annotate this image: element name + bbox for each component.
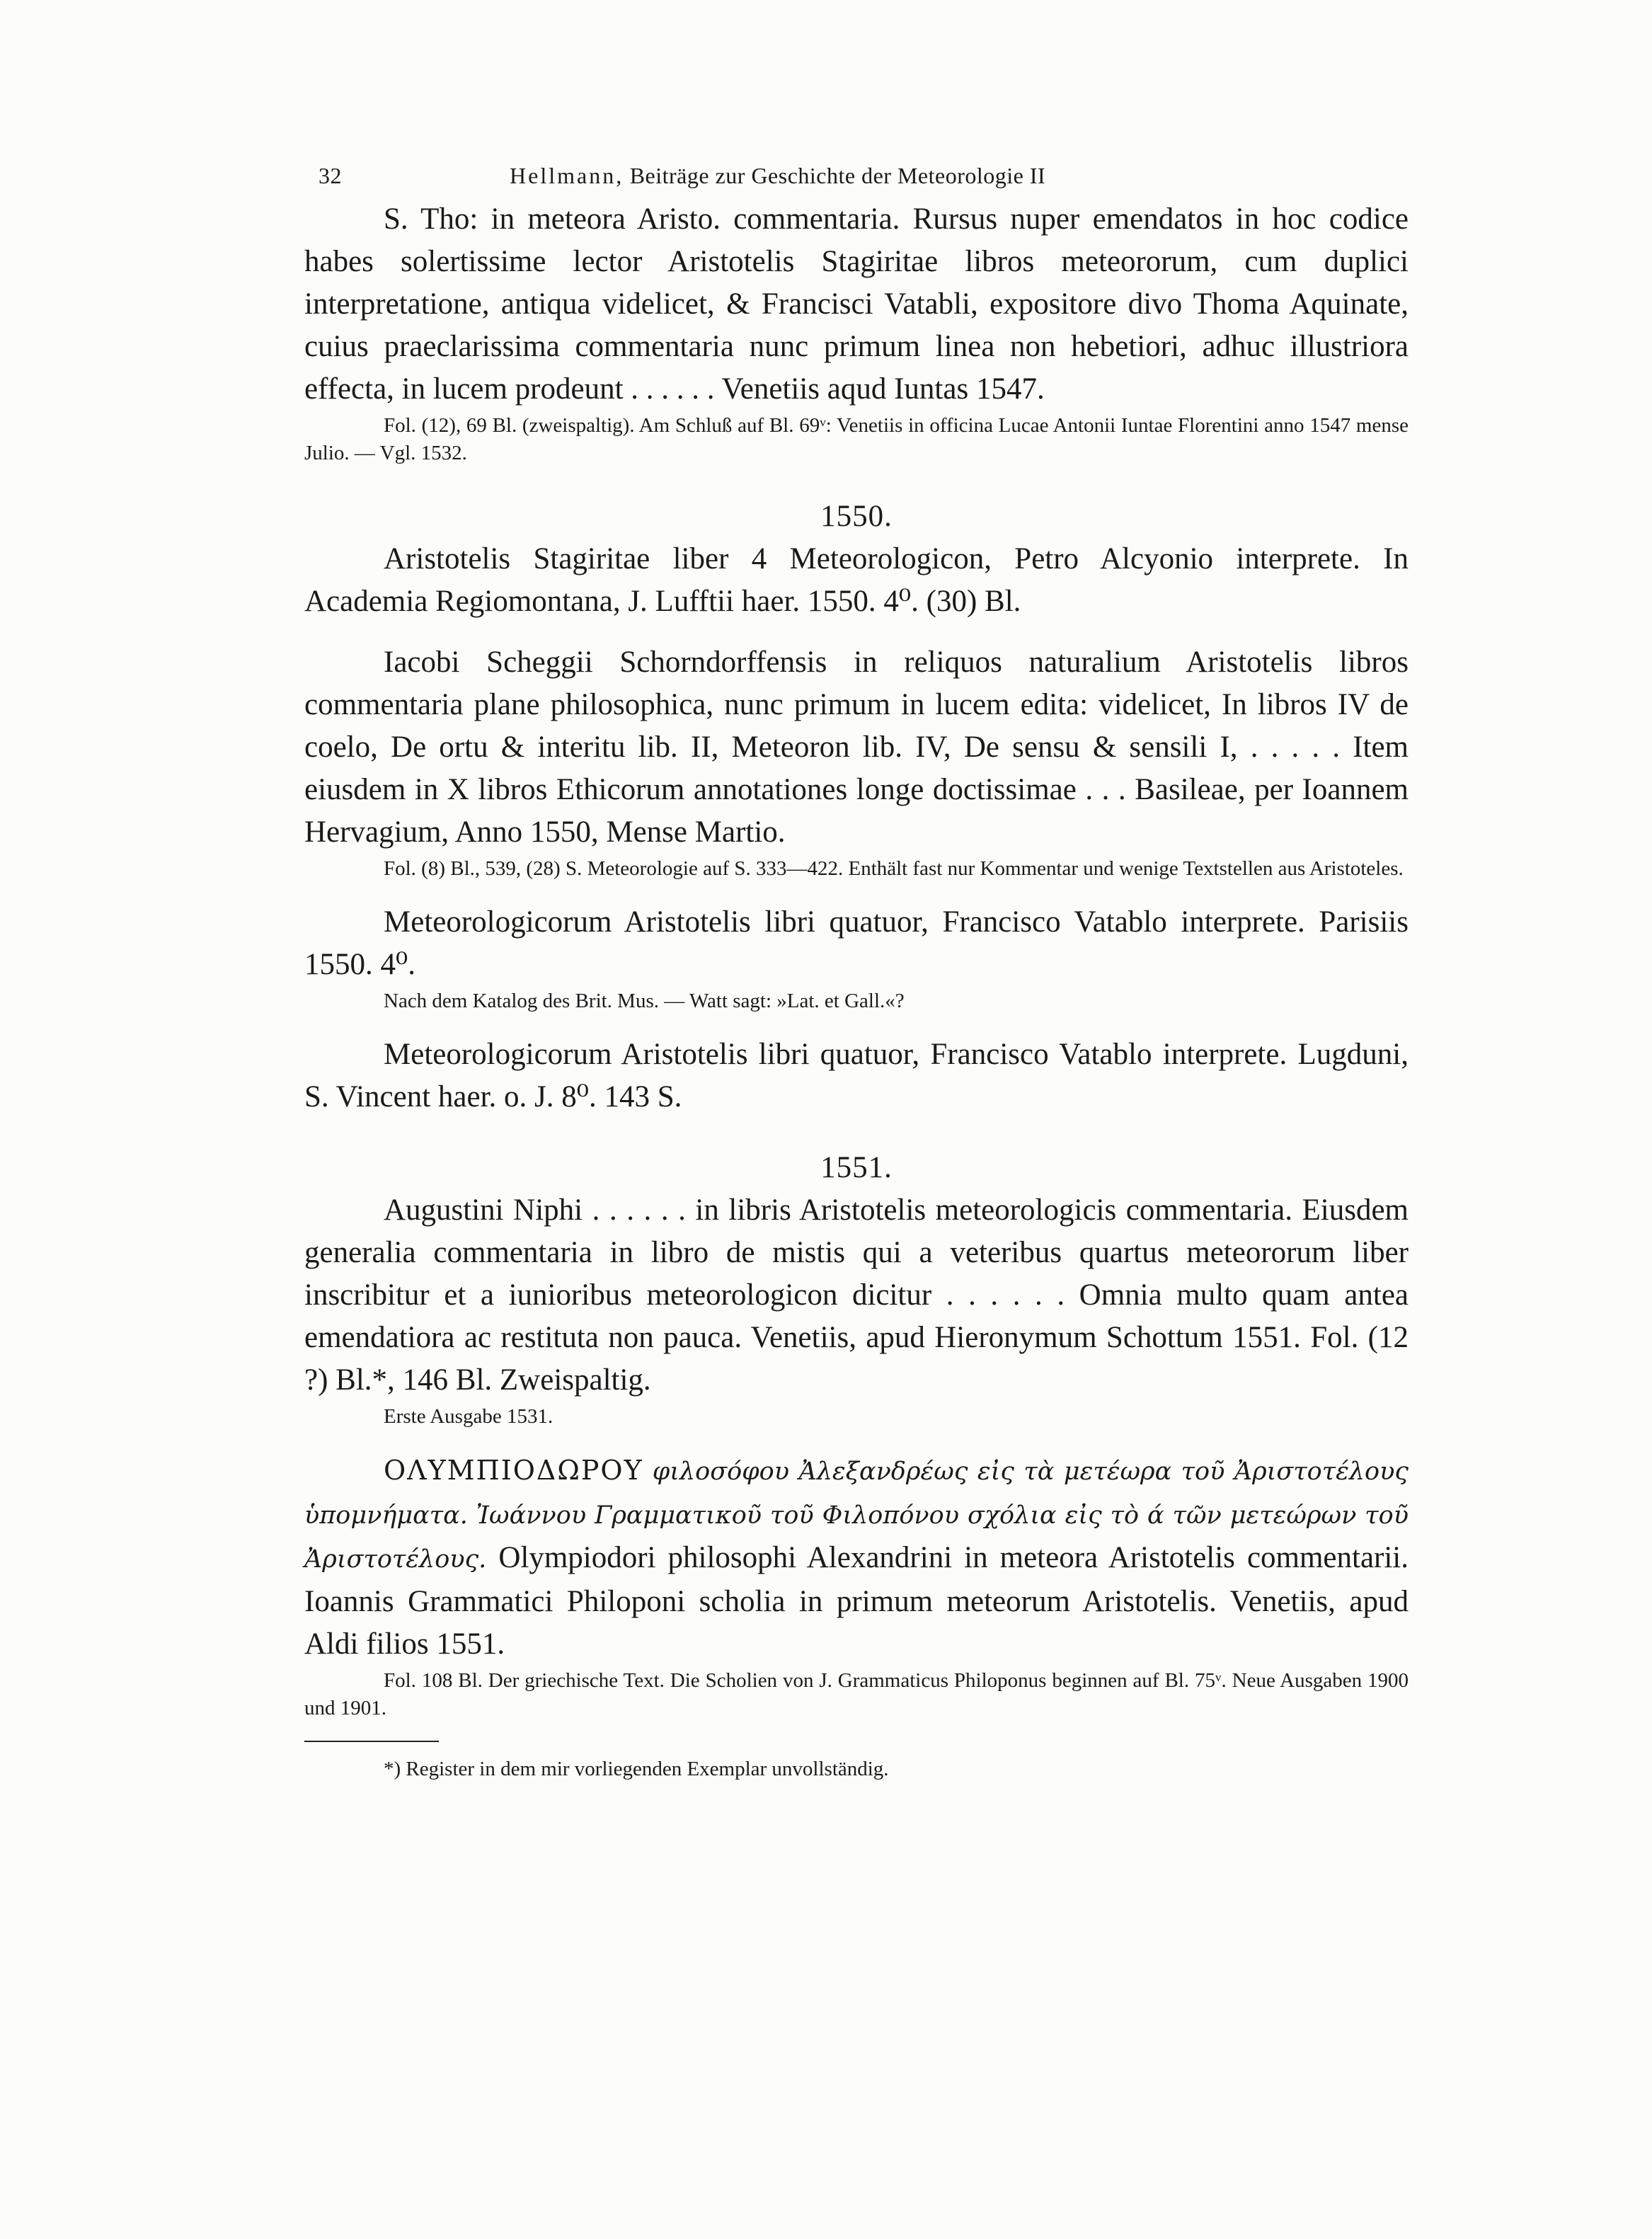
bibliography-entry-greek [304,1449,1409,1666]
bibliography-entry: Meteorologicorum Aristotelis libri quatuor, Francisco Vatablo interprete. Parisiis 1550. 4⁰. [304,905,1409,981]
bibliography-entry: Meteorologicorum Aristotelis libri quatuor, Francisco Vatablo interprete. Lugduni, S. Vincent haer. o. J. 8⁰. 143 S. [304,1038,1409,1113]
running-title-text: Beiträge zur Geschichte der Meteorologie II [629,163,1046,188]
bibliography-note: Fol. 108 Bl. Der griechische Text. Die Scholien von J. Grammaticus Philoponus beginnen auf Bl. 75ᵛ. Neue Ausgaben 1900 und 1901. [304,1669,1409,1719]
year-heading: 1550. [820,500,893,533]
running-title [510,163,1045,189]
running-head [304,156,1409,198]
bibliography-entry: S. Tho: in meteora Aristo. commentaria. Rursus nuper emendatos in hoc codice habes solertissime lector Aristotelis Stagiritae libros meteororum, cum duplici interpretatione, antiqua videlicet, & Francisci Vatabli, expositore divo Thoma Aquinate, cuius praeclarissima commentaria nunc primum linea non hebetiori, adhuc illustriora effecta, in lucem prodeunt . . . . . . Venetiis aqud Iuntas 1547. [304,202,1409,406]
bibliography-note: Fol. (8) Bl., 539, (28) S. Meteorologie auf S. 333—422. Enthält fast nur Kommentar und wenige Textstellen aus Aristoteles. [384,857,1404,880]
page-number: 32 [319,163,342,188]
footnote-rule [304,1741,439,1742]
greek-title-caps: ΟΛΥΜΠΙΟΔΩΡΟΥ [384,1455,643,1486]
year-heading: 1551. [820,1151,893,1184]
bibliography-note: Erste Ausgabe 1531. [384,1405,553,1428]
greek-title: φιλοσόφου Ἀλεξανδρέως εἰς τὰ μετέωρα τοῦ Ἀριστοτέλους ὑπομνήματα. Ἰωάννου Γραμματικοῦ τοῦ Φιλοπόνου σχόλια εἰς τὸ ά τῶν μετεώρων τοῦ Ἀριστοτέλους. [304,1458,1409,1574]
running-title-author: Hellmann, [510,163,624,188]
bibliography-entry: Augustini Niphi . . . . . . in libris Aristotelis meteorologicis commentaria. Eiusdem generalia commentaria in libro de mistis qui a veteribus quartus meteororum liber inscribitur et a iunioribus meteorologicon dicitur . . . . . . Omnia multo quam antea emendatiora ac restituta non pauca. Venetiis, apud Hieronymum Schottum 1551. Fol. (12 ?) Bl.*, 146 Bl. Zweispaltig. [304,1193,1409,1397]
bibliography-note: Fol. (12), 69 Bl. (zweispaltig). Am Schluß auf Bl. 69ᵛ: Venetiis in officina Lucae Antonii Iuntae Florentini anno 1547 mense Julio. — Vgl. 1532. [304,414,1409,464]
bibliography-note: Nach dem Katalog des Brit. Mus. — Watt sagt: »Lat. et Gall.«? [384,990,905,1012]
bibliography-entry: Aristotelis Stagiritae liber 4 Meteorologicon, Petro Alcyonio interprete. In Academia Regiomontana, J. Lufftii haer. 1550. 4⁰. (30) Bl. [304,542,1409,618]
document-page [304,156,1409,1783]
footnote: *) Register in dem mir vorliegenden Exemplar unvollständig. [384,1758,889,1780]
latin-title: Olympiodori philosophi Alexandrini in meteora Aristotelis commentarii. Ioannis Grammatici Philoponi scholia in primum meteorum Aristotelis. Venetiis, apud Aldi filios 1551. [304,1541,1409,1661]
bibliography-entry: Iacobi Scheggii Schorndorffensis in reliquos naturalium Aristotelis libros commentaria plane philosophica, nunc primum in lucem edita: videlicet, In libros IV de coelo, De ortu & interitu lib. II, Meteoron lib. IV, De sensu & sensili I, . . . . . Item eiusdem in X libros Ethicorum annotationes longe doctissimae . . . Basileae, per Ioannem Hervagium, Anno 1550, Mense Martio. [304,646,1409,849]
